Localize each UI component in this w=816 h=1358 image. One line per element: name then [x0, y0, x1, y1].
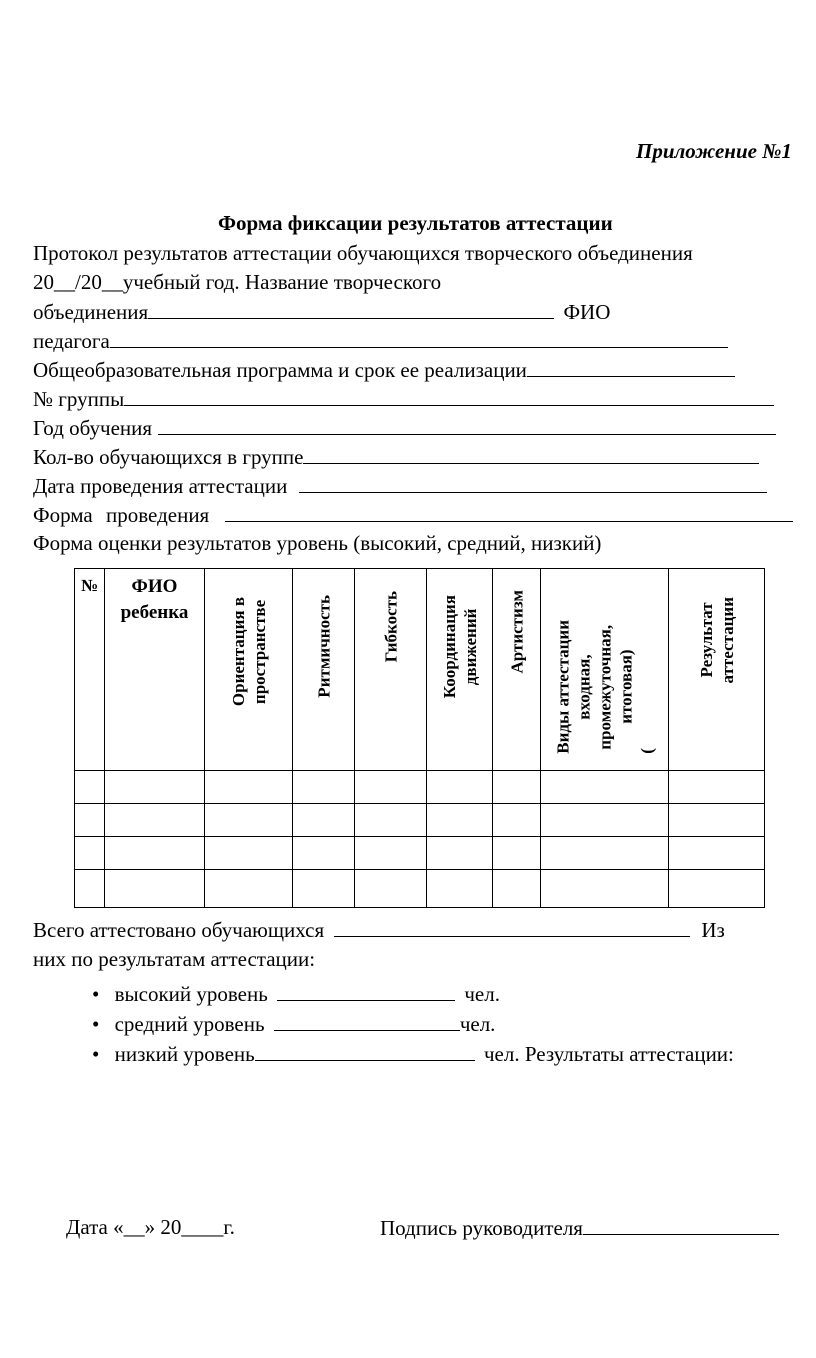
date-label: Дата проведения аттестации	[33, 474, 288, 498]
table-cell[interactable]	[355, 837, 427, 870]
date-blank[interactable]	[299, 472, 767, 493]
signature-row	[380, 1214, 779, 1241]
signature-label: Подпись руководителя	[380, 1216, 583, 1240]
low-level-unit-tail: чел. Результаты аттестации:	[484, 1042, 734, 1066]
col-coordination-line-2: движений	[460, 608, 480, 685]
table-cell[interactable]	[493, 837, 541, 870]
program-blank[interactable]	[527, 356, 735, 377]
table-cell[interactable]	[293, 837, 355, 870]
table-cell[interactable]	[355, 771, 427, 804]
col-types-header	[541, 569, 669, 771]
col-types-line-3: промежуточная,	[595, 624, 614, 750]
medium-level-item	[92, 1010, 495, 1037]
table-cell[interactable]	[541, 771, 669, 804]
total-blank[interactable]	[334, 916, 690, 937]
teacher-row	[33, 327, 728, 354]
table-cell[interactable]	[75, 804, 105, 837]
col-types-line-5: (	[637, 748, 656, 754]
col-artistry-label: Артистизм	[507, 590, 526, 674]
total-label: Всего аттестовано обучающихся	[33, 918, 325, 942]
form-blank[interactable]	[225, 501, 793, 522]
year-label: Год обучения	[33, 416, 153, 440]
footer-date: Дата «__» 20____г.	[66, 1215, 235, 1239]
date-row	[33, 472, 767, 499]
association-label: объединения	[33, 300, 149, 324]
col-rhythm-label: Ритмичность	[314, 595, 333, 698]
teacher-label: педагога	[33, 329, 110, 353]
table-cell[interactable]	[427, 771, 493, 804]
col-fio-line-2: ребенка	[120, 602, 189, 623]
col-fio-header	[105, 569, 205, 771]
year-blank[interactable]	[158, 414, 776, 435]
table-cell[interactable]	[205, 804, 293, 837]
table-cell[interactable]	[105, 870, 205, 908]
of-them-label-2: них по результатам аттестации:	[33, 947, 316, 971]
total-row	[33, 916, 725, 943]
table-cell[interactable]	[105, 804, 205, 837]
assessment-label: Форма оценки результатов уровень (высокий, средний, низкий)	[33, 531, 602, 555]
table-cell[interactable]	[75, 771, 105, 804]
table-cell[interactable]	[105, 771, 205, 804]
col-rhythm-header	[293, 569, 355, 771]
table-cell[interactable]	[493, 771, 541, 804]
col-flexibility-header	[355, 569, 427, 771]
table-cell[interactable]	[293, 804, 355, 837]
table-cell[interactable]	[541, 837, 669, 870]
signature-blank[interactable]	[583, 1214, 779, 1235]
table-cell[interactable]	[669, 771, 765, 804]
col-result-line-1: Результат	[696, 603, 716, 679]
medium-level-label: средний уровень	[114, 1012, 265, 1036]
col-flexibility-label: Гибкость	[381, 590, 400, 662]
col-result-header	[669, 569, 765, 771]
col-coordination-header	[427, 569, 493, 771]
low-level-item	[92, 1040, 734, 1067]
bullet-icon: •	[92, 1042, 100, 1066]
group-row	[33, 385, 774, 412]
col-types-line-1: Виды аттестации	[553, 620, 572, 754]
year-row	[33, 414, 776, 441]
table-cell[interactable]	[427, 870, 493, 908]
low-level-label: низкий уровень	[114, 1042, 255, 1066]
table-header-row	[75, 569, 765, 771]
medium-level-blank[interactable]	[274, 1010, 460, 1031]
table-cell[interactable]	[493, 870, 541, 908]
group-label: № группы	[33, 387, 125, 411]
protocol-line-2: 20__/20__учебный год. Название творческого	[33, 270, 442, 294]
count-row	[33, 443, 759, 470]
count-label: Кол-во обучающихся в группе	[33, 445, 304, 469]
table-cell[interactable]	[205, 837, 293, 870]
bullet-icon: •	[92, 982, 100, 1006]
high-level-blank[interactable]	[277, 980, 455, 1001]
col-types-line-4: итоговая)	[616, 649, 635, 725]
table-row	[75, 837, 765, 870]
program-label: Общеобразовательная программа и срок ее реализации	[33, 358, 527, 382]
low-level-blank[interactable]	[255, 1040, 475, 1061]
teacher-blank[interactable]	[110, 327, 728, 348]
protocol-line-1: Протокол результатов аттестации обучающихся творческого объединения	[33, 241, 693, 265]
col-fio-line-1: ФИО	[131, 576, 178, 597]
col-result-line-2: аттестации	[717, 597, 737, 684]
fio-label: ФИО	[563, 300, 611, 324]
table-row	[75, 804, 765, 837]
count-blank[interactable]	[303, 443, 759, 464]
bullet-icon: •	[92, 1012, 100, 1036]
table-cell[interactable]	[493, 804, 541, 837]
program-row	[33, 356, 735, 383]
table-cell[interactable]	[669, 837, 765, 870]
table-row	[75, 771, 765, 804]
association-row	[33, 298, 610, 325]
col-coordination-line-1: Координация	[439, 594, 459, 698]
col-orientation-header	[205, 569, 293, 771]
association-blank[interactable]	[148, 298, 554, 319]
col-types-line-2: входная,	[574, 654, 593, 720]
table-cell[interactable]	[75, 870, 105, 908]
form-label-2: проведения	[106, 503, 210, 527]
table-cell[interactable]	[427, 837, 493, 870]
table-cell[interactable]	[293, 771, 355, 804]
col-orientation-line-2: пространстве	[249, 599, 269, 704]
table-cell[interactable]	[669, 804, 765, 837]
col-num-header: №	[75, 569, 105, 771]
medium-level-unit: чел.	[459, 1012, 496, 1036]
form-row	[33, 501, 793, 528]
col-orientation-line-1: Ориентация в	[228, 596, 248, 706]
high-level-item	[92, 980, 500, 1007]
col-artistry-header	[493, 569, 541, 771]
high-level-unit: чел.	[464, 982, 500, 1006]
of-them-label-1: Из	[701, 918, 725, 942]
table-row	[75, 870, 765, 908]
table-cell[interactable]	[293, 870, 355, 908]
table-cell[interactable]	[541, 804, 669, 837]
high-level-label: высокий уровень	[114, 982, 268, 1006]
table-cell[interactable]	[541, 870, 669, 908]
page-title: Форма фиксации результатов аттестации	[218, 211, 613, 235]
table-cell[interactable]	[75, 837, 105, 870]
table-cell[interactable]	[427, 804, 493, 837]
appendix-label: Приложение №1	[636, 139, 792, 163]
table-cell[interactable]	[355, 804, 427, 837]
table-cell[interactable]	[105, 837, 205, 870]
table-cell[interactable]	[205, 870, 293, 908]
group-blank[interactable]	[124, 385, 774, 406]
table-cell[interactable]	[669, 870, 765, 908]
table-cell[interactable]	[355, 870, 427, 908]
attestation-table	[74, 568, 765, 908]
table-cell[interactable]	[205, 771, 293, 804]
form-label-1: Форма	[33, 503, 93, 527]
